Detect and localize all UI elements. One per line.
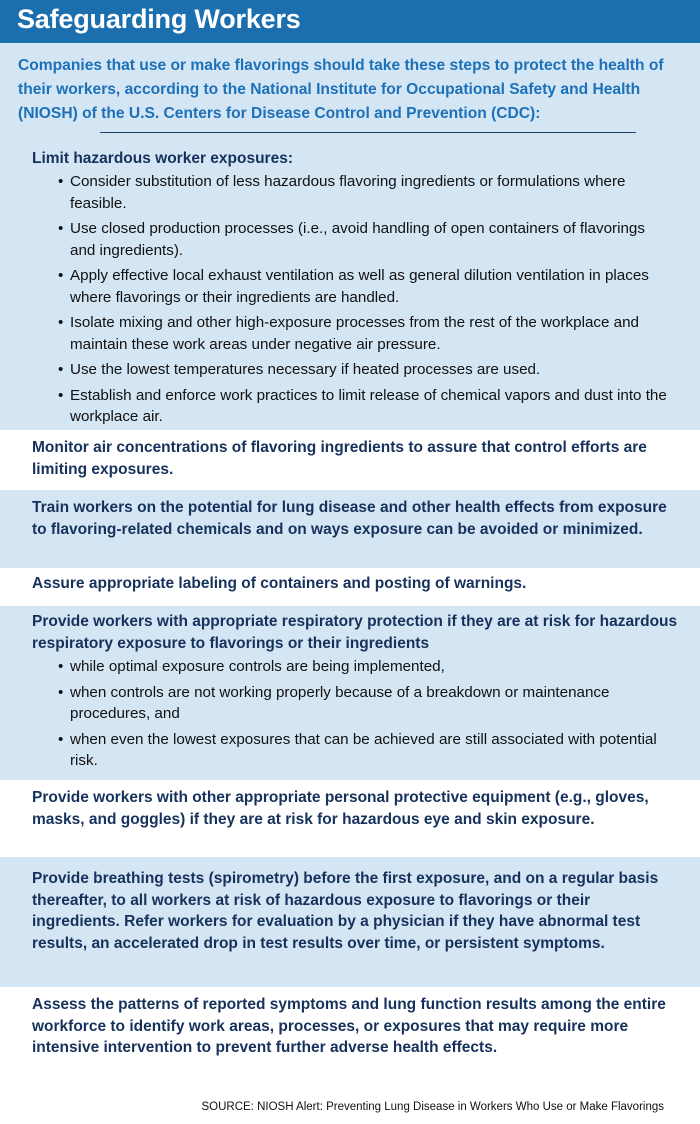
list-item	[0, 656, 700, 678]
intro-text: Companies that use or make flavorings should take these steps to protect the health of their workers, according to the National Institute for Occupational Safety and Health (NIOSH) of the U.S. Centers for Disease Control and Prevention (CDC):	[18, 57, 664, 122]
section-ppe	[0, 780, 700, 857]
list-item-text: while optimal exposure controls are being implemented,	[70, 658, 445, 675]
bullet-icon: •	[58, 683, 64, 701]
section-heading: Limit hazardous worker exposures:	[32, 150, 293, 167]
section-heading: Monitor air concentrations of flavoring ingredients to assure that control efforts are limiting exposures.	[32, 439, 647, 478]
section-train	[0, 490, 700, 568]
section-respiratory	[0, 606, 700, 780]
bullet-icon: •	[58, 658, 64, 675]
section-limit-exposures	[0, 136, 700, 430]
intro-panel	[0, 43, 700, 136]
list-item	[0, 312, 700, 355]
bullet-icon: •	[58, 220, 64, 237]
page-title: Safeguarding Workers	[17, 4, 301, 34]
title-bar	[0, 0, 700, 43]
section-heading: Assure appropriate labeling of containers and posting of warnings.	[32, 575, 527, 592]
bullet-icon: •	[58, 314, 64, 331]
section-assess	[0, 987, 700, 1088]
list-item	[0, 218, 700, 261]
list-item-text: Apply effective local exhaust ventilation as well as general dilution ventilation in places where flavorings or their ingredients are handled.	[70, 267, 649, 306]
section-monitor	[0, 430, 700, 490]
list-item	[0, 359, 700, 381]
list-item-text: Isolate mixing and other high-exposure processes from the rest of the workplace and maintain these work areas under negative air pressure.	[70, 314, 639, 353]
bullet-icon: •	[58, 386, 64, 404]
list-item	[0, 385, 700, 428]
list-item-text: when even the lowest exposures that can be achieved are still associated with potential risk.	[70, 730, 657, 769]
list-item-text: Use the lowest temperatures necessary if heated processes are used.	[70, 361, 541, 378]
section-heading: Assess the patterns of reported symptoms and lung function results among the entire workforce to identify work areas, processes, or exposures that may require more intensive intervention to prevent further adverse health effects.	[32, 996, 666, 1056]
list-item-text: Use closed production processes (i.e., avoid handling of open containers of flavorings and ingredients).	[70, 220, 645, 259]
bullet-list	[0, 171, 700, 432]
bullet-icon: •	[58, 267, 64, 284]
source-note: SOURCE: NIOSH Alert: Preventing Lung Disease in Workers Who Use or Make Flavorings	[201, 1101, 664, 1113]
list-item	[0, 171, 700, 214]
list-item	[0, 682, 700, 725]
list-item-text: Establish and enforce work practices to limit release of chemical vapors and dust into the workplace air.	[70, 386, 667, 425]
bullet-icon: •	[58, 361, 64, 378]
section-heading: Provide breathing tests (spirometry) before the first exposure, and on a regular basis thereafter, to all workers at risk of hazardous exposure to flavorings or their ingredients. Refer workers for evaluation by a physician if they have abnormal test results, an accelerated drop in test results over time, or persistent symptoms.	[32, 870, 659, 952]
bullet-icon: •	[58, 730, 64, 748]
section-breathing-tests	[0, 857, 700, 987]
list-item-text: when controls are not working properly because of a breakdown or maintenance procedures, and	[70, 683, 610, 722]
list-item-text: Consider substitution of less hazardous flavoring ingredients or formulations where feasible.	[70, 173, 626, 212]
section-heading: Provide workers with other appropriate personal protective equipment (e.g., gloves, masks, and goggles) if they are at risk for hazardous eye and skin exposure.	[32, 789, 649, 828]
bullet-list	[0, 656, 700, 776]
section-heading: Train workers on the potential for lung disease and other health effects from exposure to flavoring-related chemicals and on ways exposure can be avoided or minimized.	[32, 499, 667, 538]
intro-divider	[100, 132, 636, 133]
bullet-icon: •	[58, 173, 64, 190]
section-heading: Provide workers with appropriate respiratory protection if they are at risk for hazardous respiratory exposure to flavorings or their ingredients	[32, 613, 678, 652]
section-labeling	[0, 568, 700, 606]
list-item	[0, 265, 700, 308]
list-item	[0, 729, 700, 772]
